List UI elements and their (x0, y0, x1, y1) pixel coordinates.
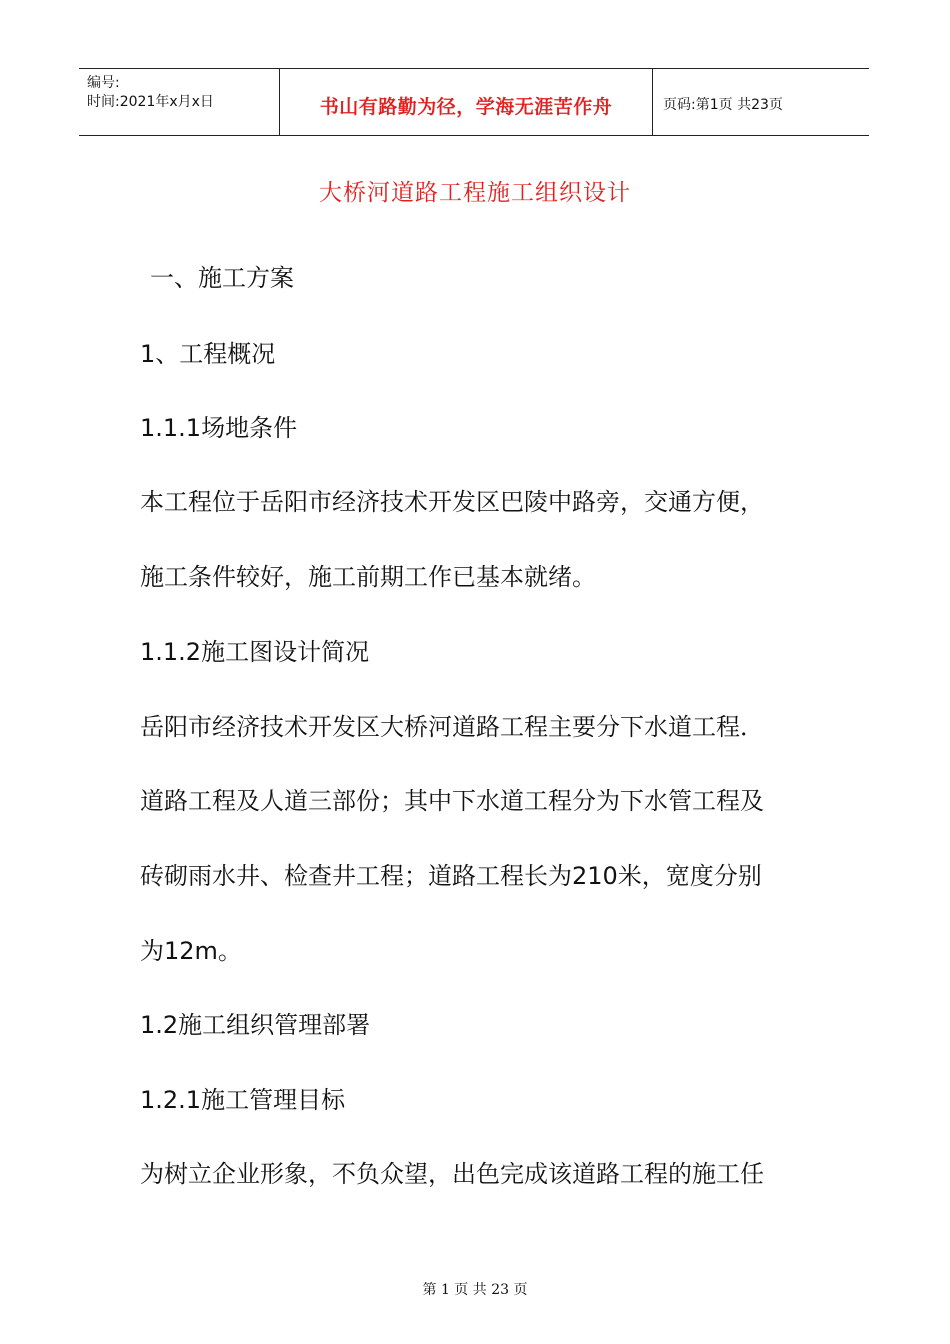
header-date-label: 时间:2021年x月x日 (87, 94, 214, 110)
subsection-heading: 1.1.2施工图设计简况 (140, 638, 370, 666)
header-motto-cell (280, 69, 653, 135)
body-text-line: 为树立企业形象，不负众望，出色完成该道路工程的施工任 (140, 1160, 764, 1188)
header-number-label: 编号: (87, 75, 120, 91)
body-text-line: 本工程位于岳阳市经济技术开发区巴陵中路旁，交通方便， (140, 488, 764, 516)
subsection-heading: 1.2.1施工管理目标 (140, 1086, 346, 1114)
body-text-line: 岳阳市经济技术开发区大桥河道路工程主要分下水道工程． (140, 713, 764, 741)
document-title: 大桥河道路工程施工组织设计 (319, 180, 631, 206)
subsection-heading: 1、工程概况 (140, 340, 276, 368)
body-text-line: 道路工程及人道三部份；其中下水道工程分为下水管工程及 (140, 787, 764, 815)
subsection-heading: 1.1.1场地条件 (140, 414, 298, 442)
body-text-line: 为12m。 (140, 937, 242, 965)
header-page-cell (653, 69, 869, 135)
page-header (79, 68, 869, 136)
header-motto: 书山有路勤为径，学海无涯苦作舟 (319, 96, 613, 118)
body-text-line: 砖砌雨水井、检查井工程；道路工程长为210米，宽度分别 (140, 862, 762, 890)
header-page-info: 页码:第1页 共23页 (663, 97, 783, 113)
section-heading: 一、施工方案 (150, 264, 294, 292)
body-text-line: 施工条件较好，施工前期工作已基本就绪。 (140, 563, 596, 591)
page-footer-number: 第 1 页 共 23 页 (422, 1282, 528, 1298)
header-meta-cell (79, 69, 280, 135)
subsection-heading: 1.2施工组织管理部署 (140, 1011, 371, 1039)
